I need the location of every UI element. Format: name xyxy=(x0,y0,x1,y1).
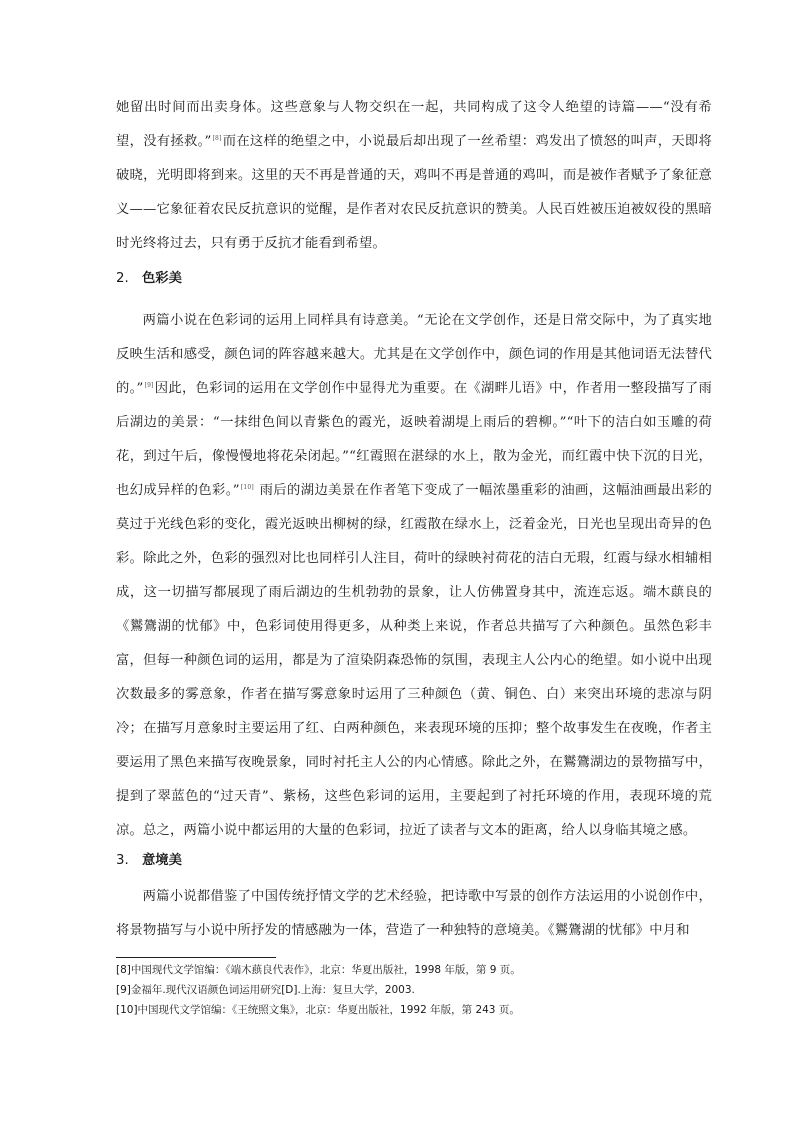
paragraph-mood-beauty xyxy=(116,880,712,948)
section-number: 3. xyxy=(116,853,129,868)
paragraph-continuation xyxy=(116,91,712,261)
paragraph-text: 她留出时间而出卖身体。这些意象与人物交织在一起，共同构成了这令人绝望的诗篇——“没有希望，没有拯救。” xyxy=(116,100,712,149)
footnotes xyxy=(116,960,716,1020)
section-title: 色彩美 xyxy=(142,271,182,286)
footnote-item: [9]金福年.现代汉语颜色词运用研究[D].上海：复旦大学，2003. xyxy=(116,984,415,996)
footnote-ref[interactable]: [9] xyxy=(144,381,154,389)
section-title: 意境美 xyxy=(142,853,182,868)
paragraph-text: 两篇小说都借鉴了中国传统抒情文学的艺术经验，把诗歌中写景的创作方法运用的小说创作中，将景物描写与小说中所抒发的情感融为一体，营造了一种独特的意境美。《鸑鷟湖的忧郁》中月和 xyxy=(116,889,712,938)
footnote-divider xyxy=(116,957,276,958)
footnote-ref[interactable]: [10] xyxy=(240,483,254,491)
footnote-item: [10]中国现代文学馆编：《王统照文集》，北京：华夏出版社，1992 年版，第 243 页。 xyxy=(116,1004,520,1016)
paragraph-text: 因此，色彩词的运用在文学创作中显得尤为重要。在《湖畔儿语》中，作者用一整段描写了雨后湖边的美景：“一抹绀色间以青紫色的霞光，返映着湖堤上雨后的碧柳。”“叶下的洁白如玉雕的荷花，到过午后，像慢慢地将花朵闭起。”“红霞照在湛绿的水上，散为金光，而红霞中快下沉的日光，也幻成异样的色彩。” xyxy=(116,381,713,498)
footnote-ref[interactable]: [8] xyxy=(212,134,222,142)
paragraph-text: 两篇小说在色彩词的运用上同样具有诗意美。“无论在文学创作，还是日常交际中，为了真实地反映生活和感受，颜色词的阵容越来越大。尤其是在文学创作中，颜色词的作用是其他词语无法替代的。” xyxy=(116,313,712,396)
section-heading-color xyxy=(116,267,182,286)
paragraph-text: 而在这样的绝望之中，小说最后却出现了一丝希望：鸡发出了愤怒的叫声，天即将破晓，光明即将到来。这里的天不再是普通的天，鸡叫不再是普通的鸡叫，而是被作者赋予了象征意义——它象征着农民反抗意识的觉醒，是作者对农民反抗意识的赞美。人民百姓被压迫被奴役的黑暗时光终将过去，只有勇于反抗才能看到希望。 xyxy=(116,134,713,251)
footnote-item: [8]中国现代文学馆编：《端木蕻良代表作》，北京：华夏出版社，1998 年版，第 9 页。 xyxy=(116,964,521,976)
paragraph-color-beauty xyxy=(116,304,712,848)
section-heading-mood xyxy=(116,849,182,868)
section-number: 2. xyxy=(116,271,129,286)
paragraph-text: 雨后的湖边美景在作者笔下变成了一幅浓墨重彩的油画，这幅油画最出彩的莫过于光线色彩的变化，霞光返映出柳树的绿，红霞散在绿水上，泛着金光，日光也呈现出奇异的色彩。除此之外，色彩的强烈对比也同样引人注目，荷叶的绿映衬荷花的洁白无瑕，红霞与绿水相辅相成，这一切描写都展现了雨后湖边的生机勃勃的景象，让人仿佛置身其中，流连忘返。端木蕻良的《鸑鷟湖的忧郁》中，色彩词使用得更多，从种类上来说，作者总共描写了六种颜色。虽然色彩丰富，但每一种颜色词的运用，都是为了渲染阴森恐怖的氛围，表现主人公内心的绝望。如小说中出现次数最多的雾意象，作者在描写雾意象时运用了三种颜色（黄、铜色、白）来突出环境的悲凉与阴冷；在描写月意象时主要运用了红、白两种颜色，来表现环境的压抑；整个故事发生在夜晚，作者主要运用了黑色来描写夜晚景象，同时衬托主人公的内心情感。除此之外，在鸑鷟湖边的景物描写中，提到了翠蓝色的“过天青”、紫杨，这些色彩词的运用，主要起到了衬托环境的作用，表现环境的荒凉。总之，两篇小说中都运用的大量的色彩词，拉近了读者与文本的距离，给人以身临其境之感。 xyxy=(116,483,712,838)
